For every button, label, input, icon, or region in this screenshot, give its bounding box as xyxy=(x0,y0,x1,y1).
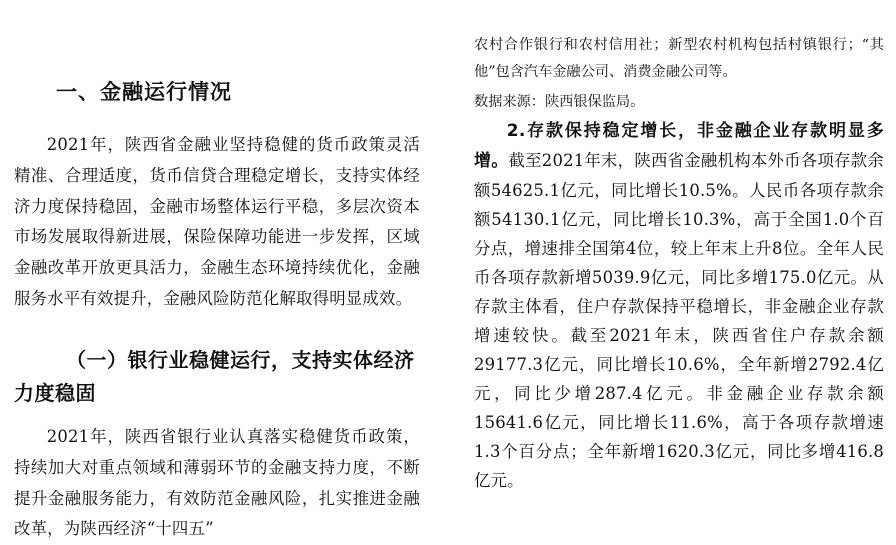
subsection-heading: （一）银行业稳健运行，支持实体经济力度稳固 xyxy=(14,348,415,405)
section-heading: 一、金融运行情况 xyxy=(56,80,232,104)
deposit-paragraph xyxy=(474,116,884,495)
table-footnote: 农村合作银行和农村信用社；新型农村机构包括村镇银行；“其他”包含汽车金融公司、消费金融公司等。 xyxy=(474,37,884,80)
right-column xyxy=(474,0,884,524)
body-paragraph: 2021年，陕西省银行业认真落实稳健货币政策，持续加大对重点领域和薄弱环节的金融支持力度，不断提升金融服务能力，有效防范金融风险，扎实推进金融改革，为陕西经济“十四五” xyxy=(14,427,420,539)
left-column xyxy=(14,0,420,539)
point-2-heading: 2.存款保持稳定增长，非金融企业存款明显多增。 xyxy=(474,121,884,171)
data-source-note: 数据来源：陕西银保监局。 xyxy=(474,94,645,110)
intro-paragraph: 2021年，陕西省金融业坚持稳健的货币政策灵活精准、合理适度，货币信贷合理稳定增长，支持实体经济力度保持稳固，金融市场整体运行平稳，多层次资本市场发展取得新进展，保险保障功能进一步发挥，区域金融改革开放更具活力，金融生态环境持续优化，金融服务水平有效提升，金融风险防范化解取得明显成效。 xyxy=(14,135,420,308)
point-2-body: 截至2021年末，陕西省金融机构本外币各项存款余额54625.1亿元，同比增长10.5%。人民币各项存款余额54130.1亿元，同比增长10.3%，高于全国1.0个百分点，增速排全国第4位，较上年末上升8位。全年人民币各项存款新增5039.9亿元，同比多增175.0亿元。从存款主体看，住户存款保持平稳增长，非金融企业存款增速较快。截至2021年末，陕西省住户存款余额29177.3亿元，同比增长10.6%，全年新增2792.4亿元，同比少增287.4亿元。非金融企业存款余额15641.6亿元，同比增长11.6%，高于各项存款增速1.3个百分点；全年新增1620.3亿元，同比多增416.8亿元。 xyxy=(474,151,884,490)
